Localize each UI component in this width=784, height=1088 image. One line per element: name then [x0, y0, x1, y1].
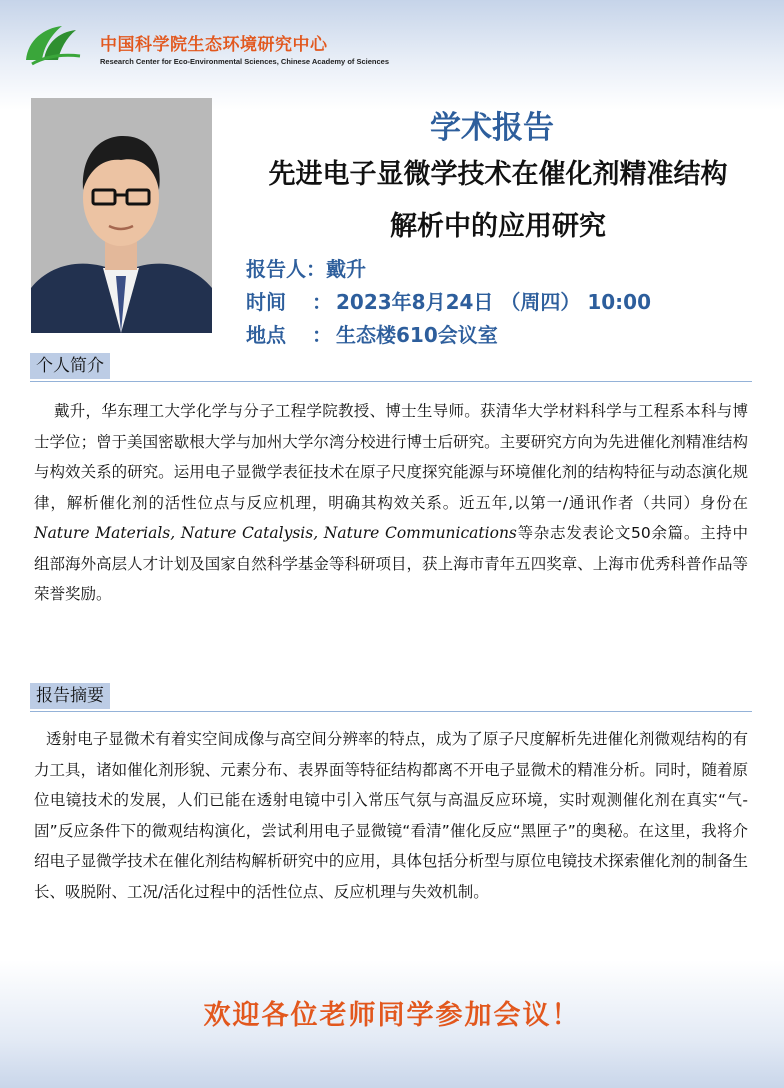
- org-name-en: Research Center for Eco-Environmental Sciences, Chinese Academy of Sciences: [100, 57, 389, 66]
- bio-heading: 个人简介: [30, 353, 110, 379]
- org-name-cn: 中国科学院生态环境研究中心: [100, 35, 328, 55]
- bio-section-header: [30, 353, 752, 382]
- leaf-logo-icon: [22, 20, 82, 68]
- abstract-paragraph: 透射电子显微术有着实空间成像与高空间分辨率的特点，成为了原子尺度解析先进催化剂微观结构的有力工具，诸如催化剂形貌、元素分布、表界面等特征结构都离不开电子显微术的精准分析。同时，随着原位电镜技术的发展，人们已能在透射电镜中引入常压气氛与高温反应环境，实时观测催化剂在真实“气-固”反应条件下的微观结构演化，尝试利用电子显微镜“看清”催化反应“黑匣子”的奥秘。在这里，我将介绍电子显微学技术在催化剂结构解析研究中的应用，具体包括分析型与原位电镜技术探索催化剂的制备生长、吸脱附、工况/活化过程中的活性位点、反应机理与失效机制。: [34, 730, 748, 901]
- place-colon: ：: [312, 323, 332, 347]
- speaker-portrait-icon: [31, 98, 212, 333]
- welcome-message: 欢迎各位老师同学参加会议！: [203, 1000, 581, 1031]
- talk-title-line-1: 先进电子显微学技术在催化剂精准结构: [268, 159, 728, 190]
- time-colon: ：: [312, 290, 332, 314]
- bio-journals: Nature Materials, Nature Catalysis, Nature Communications: [34, 524, 517, 542]
- speaker-name: 戴升: [326, 257, 366, 281]
- bio-paragraph: [34, 396, 748, 610]
- bio-text-b: 等杂志发表论文50余篇。主持中组部海外高层人才计划及国家自然科学基金等科研项目，获上海市青年五四奖章、上海市优秀科普作品等荣誉奖励。: [34, 524, 748, 603]
- time-value: 2023年8月24日 （周四） 10:00: [336, 290, 651, 314]
- abstract-section-header: [30, 683, 752, 712]
- place-value: 生态楼610会议室: [336, 323, 498, 347]
- abstract-heading: 报告摘要: [30, 683, 110, 709]
- speaker-label: 报告人：: [246, 257, 326, 281]
- report-type-heading: 学术报告: [430, 110, 554, 146]
- place-label: 地点: [246, 323, 286, 347]
- time-label: 时间: [246, 290, 286, 314]
- bio-text-a: 戴升，华东理工大学化学与分子工程学院教授、博士生导师。获清华大学材料科学与工程系本科与博士学位；曾于美国密歇根大学与加州大学尔湾分校进行博士后研究。主要研究方向为先进催化剂精准结构与构效关系的研究。运用电子显微学表征技术在原子尺度探究能源与环境催化剂的结构特征与动态演化规律，解析催化剂的活性位点与反应机理，明确其构效关系。近五年,以第一/通讯作者（共同）身份在: [34, 402, 748, 512]
- speaker-row: [246, 253, 366, 282]
- talk-title-line-2: 解析中的应用研究: [390, 211, 606, 242]
